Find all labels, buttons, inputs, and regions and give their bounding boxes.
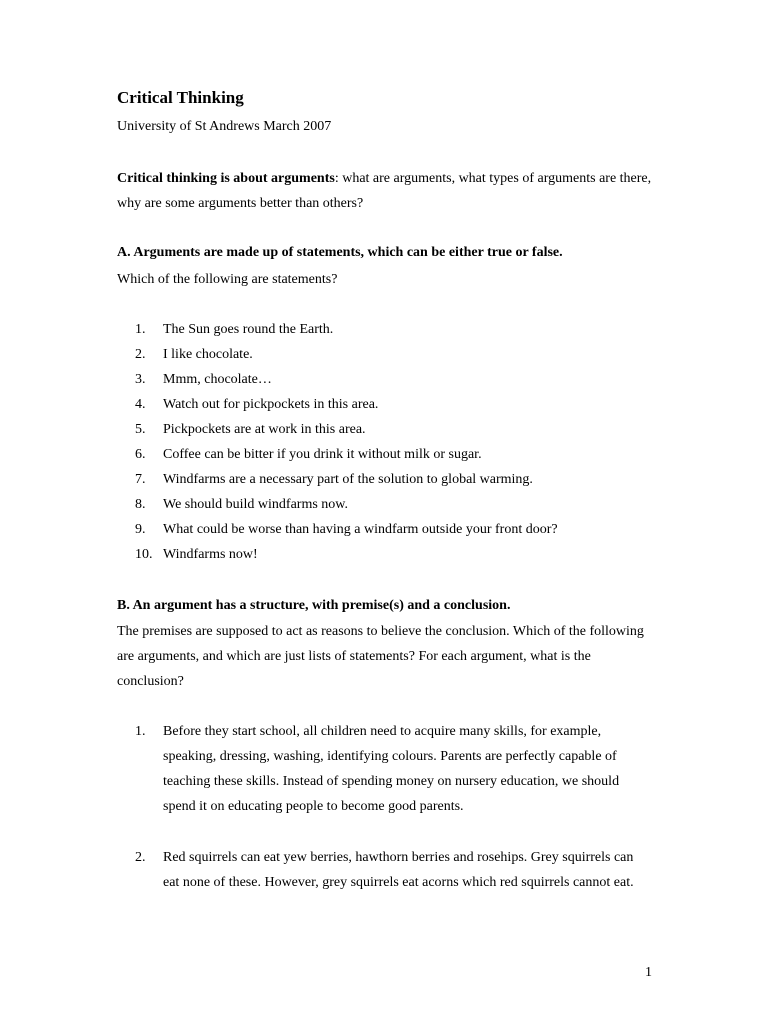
list-item <box>0 342 768 367</box>
item-number: 10. <box>135 547 153 562</box>
item-number: 5. <box>135 422 146 437</box>
list-item <box>0 542 768 567</box>
argument-number: 1. <box>135 724 146 739</box>
intro-paragraph <box>117 166 657 216</box>
item-number: 4. <box>135 397 146 412</box>
item-number: 3. <box>135 372 146 387</box>
argument-text: Red squirrels can eat yew berries, hawthorn berries and rosehips. Grey squirrels can eat none of these. However, grey squirrels eat acorns which red squirrels cannot eat. <box>163 850 634 890</box>
item-number: 9. <box>135 522 146 537</box>
item-number: 6. <box>135 447 146 462</box>
item-number: 8. <box>135 497 146 512</box>
section-a-prompt: Which of the following are statements? <box>117 272 338 287</box>
intro-bold-phrase: Critical thinking is about arguments <box>117 171 335 186</box>
list-item <box>0 492 768 517</box>
section-b-prompt: The premises are supposed to act as reasons to believe the conclusion. Which of the following are arguments, and which are just lists of statements? For each argument, what is the conclusion? <box>117 624 644 689</box>
intro-text: : what are arguments, what types of arguments are there, why are some arguments better than others? <box>117 171 652 211</box>
item-text: Windfarms now! <box>163 547 258 562</box>
list-item <box>0 517 768 542</box>
section-a-heading: A. Arguments are made up of statements, which can be either true or false. <box>117 245 563 260</box>
section-b-heading: B. An argument has a structure, with premise(s) and a conclusion. <box>117 598 511 613</box>
item-number: 7. <box>135 472 146 487</box>
list-item <box>0 467 768 492</box>
item-text: Pickpockets are at work in this area. <box>163 422 366 437</box>
list-item <box>0 392 768 417</box>
item-text: We should build windfarms now. <box>163 497 349 512</box>
statement-list <box>0 317 768 567</box>
item-text: I like chocolate. <box>163 347 253 362</box>
item-text: The Sun goes round the Earth. <box>163 322 334 337</box>
item-text: Mmm, chocolate… <box>163 372 272 387</box>
item-number: 2. <box>135 347 146 362</box>
argument-number: 2. <box>135 850 146 865</box>
list-item <box>0 367 768 392</box>
document-title: Critical Thinking <box>117 88 244 107</box>
list-item <box>0 442 768 467</box>
page-number: 1 <box>645 965 652 980</box>
item-text: What could be worse than having a windfarm outside your front door? <box>163 522 558 537</box>
argument-text: Before they start school, all children need to acquire many skills, for example, speaking, dressing, washing, identifying colours. Parents are perfectly capable of teaching these skills. Instead of spending money on nursery education, we should spend it on educating people to become good parents. <box>163 724 620 814</box>
list-item <box>0 317 768 342</box>
item-text: Watch out for pickpockets in this area. <box>163 397 379 412</box>
item-text: Windfarms are a necessary part of the solution to global warming. <box>163 472 533 487</box>
item-number: 1. <box>135 322 146 337</box>
item-text: Coffee can be bitter if you drink it without milk or sugar. <box>163 447 482 462</box>
list-item <box>0 417 768 442</box>
document-subtitle: University of St Andrews March 2007 <box>117 119 332 134</box>
